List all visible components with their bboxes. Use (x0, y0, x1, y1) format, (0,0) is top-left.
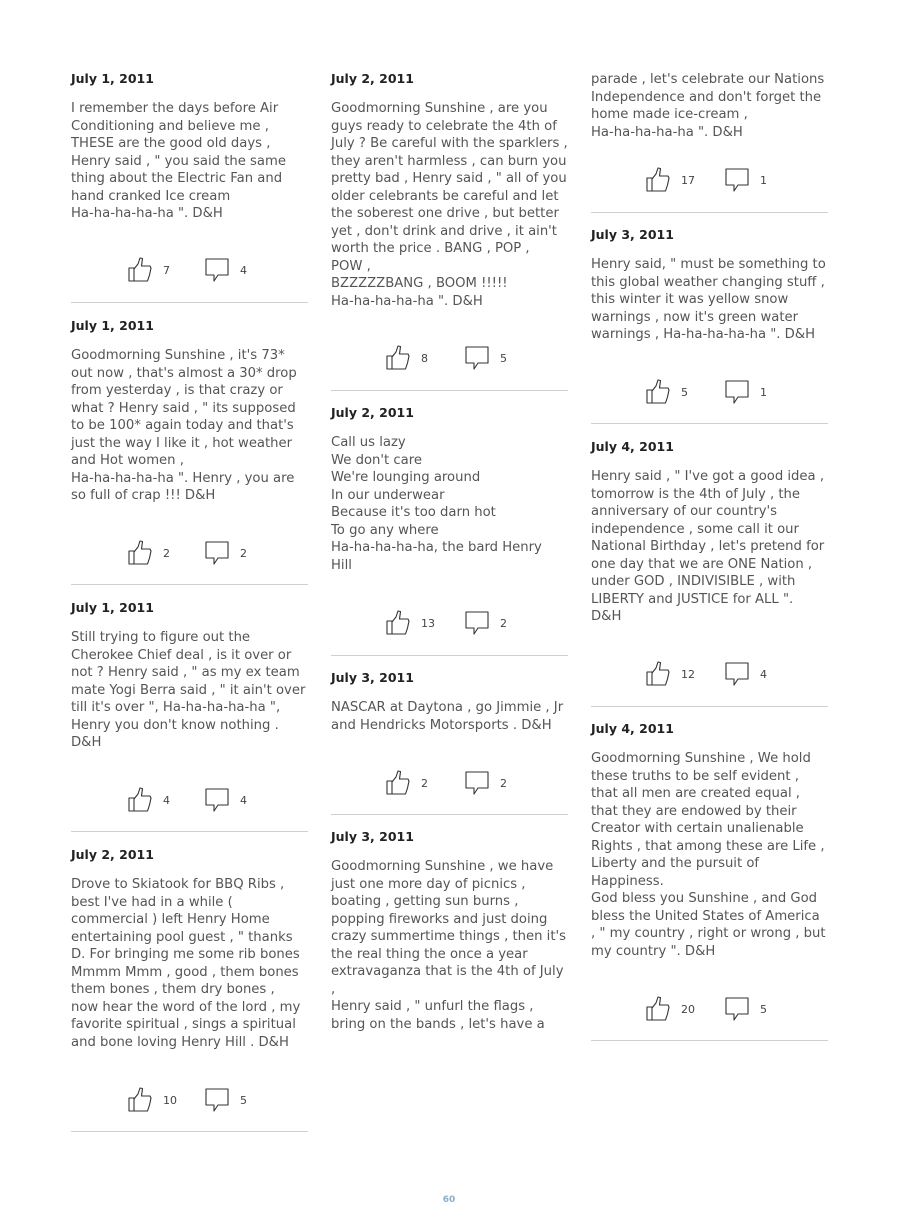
divider (591, 212, 828, 213)
divider (71, 584, 308, 585)
post-body: I remember the days before Air Conditioning and believe me , THESE are the good old days , Henry said , " you said the same thing about the Electric Fan and hand cranked Ice cream Ha-ha-ha-ha-ha ". D&H (71, 101, 286, 221)
speech-bubble-icon (204, 540, 230, 566)
post-body: Goodmorning Sunshine , we have just one more day of picnics , boating , getting sun burns , popping fireworks and just doing crazy summertime things , then it's the real thing the once a year extravaganza that is the 4th of July , Henry said , " unfurl the flags , bring on the bands , let's have a (331, 859, 567, 1032)
post-body: Goodmorning Sunshine , it's 73* out now , that's almost a 30* drop from yesterday , is that crazy or what ? Henry said , " its supposed to be 100* again today and that's just the way I like it , hot weather and Hot women , Ha-ha-ha-ha-ha ". Henry , you are so full of crap !!! D&H (71, 348, 297, 503)
comment-button[interactable] (204, 540, 247, 566)
divider (71, 1131, 308, 1132)
comment-count: 4 (240, 263, 247, 277)
thumbs-up-icon (127, 787, 153, 813)
post-date: July 1, 2011 (71, 318, 154, 333)
like-button[interactable] (127, 1087, 177, 1113)
like-count: 17 (681, 173, 695, 187)
comment-count: 2 (500, 776, 507, 790)
post-date: July 3, 2011 (331, 670, 414, 685)
comment-count: 5 (760, 1002, 767, 1016)
post-body: Goodmorning Sunshine , We hold these truths to be self evident , that all men are created equal , that they are endowed by their Creator with certain unalienable Rights , that among these are Life , Liberty and the pursuit of Happiness. God bless you Sunshine , and God bless the United States of America , " my country , right or wrong , but my country ". D&H (591, 751, 826, 959)
post-date: July 2, 2011 (331, 71, 414, 86)
like-count: 8 (421, 351, 428, 365)
like-count: 20 (681, 1002, 695, 1016)
comment-count: 1 (760, 173, 767, 187)
comment-button[interactable] (464, 610, 507, 636)
comment-button[interactable] (204, 257, 247, 283)
comment-button[interactable] (724, 996, 767, 1022)
like-count: 5 (681, 385, 688, 399)
comment-count: 5 (240, 1093, 247, 1107)
thumbs-up-icon (645, 167, 671, 193)
like-button[interactable] (385, 610, 435, 636)
like-button[interactable] (645, 661, 695, 687)
like-button[interactable] (127, 540, 170, 566)
thumbs-up-icon (385, 610, 411, 636)
comment-button[interactable] (464, 770, 507, 796)
like-count: 10 (163, 1093, 177, 1107)
comment-count: 4 (760, 667, 767, 681)
thumbs-up-icon (127, 1087, 153, 1113)
post-date: July 2, 2011 (71, 847, 154, 862)
post-body: Henry said, " must be something to this global weather changing stuff , this winter it was yellow snow warnings , now it's green water warnings , Ha-ha-ha-ha-ha ". D&H (591, 257, 826, 342)
post-date: July 1, 2011 (71, 71, 154, 86)
post-body: Drove to Skiatook for BBQ Ribs , best I've had in a while ( commercial ) left Henry Home entertaining pool guest , " thanks D. For bringing me some rib bones Mmmm Mmm , good , them bones them bones , them dry bones , now hear the word of the lord , my favorite spiritual , sings a spiritual and bone loving Henry Hill . D&H (71, 877, 301, 1050)
thumbs-up-icon (127, 540, 153, 566)
post-body: Still trying to figure out the Cherokee Chief deal , is it over or not ? Henry said , " as my ex team mate Yogi Berra said , " it ain't over till it's over ", Ha-ha-ha-ha-ha ", Henry you don't know nothing . D&H (71, 630, 306, 750)
divider (591, 1040, 828, 1041)
divider (591, 706, 828, 707)
comment-button[interactable] (464, 345, 507, 371)
divider (591, 423, 828, 424)
like-count: 4 (163, 793, 170, 807)
comment-button[interactable] (204, 1087, 247, 1113)
divider (71, 831, 308, 832)
comment-count: 1 (760, 385, 767, 399)
page-number: 60 (442, 1195, 456, 1205)
divider (71, 302, 308, 303)
speech-bubble-icon (204, 787, 230, 813)
comment-count: 5 (500, 351, 507, 365)
divider (331, 814, 568, 815)
comment-count: 4 (240, 793, 247, 807)
comment-button[interactable] (724, 379, 767, 405)
like-button[interactable] (127, 257, 170, 283)
thumbs-up-icon (645, 661, 671, 687)
speech-bubble-icon (724, 661, 750, 687)
thumbs-up-icon (645, 379, 671, 405)
post-body: Goodmorning Sunshine , are you guys ready to celebrate the 4th of July ? Be careful with the sparklers , they aren't harmless , can burn you pretty bad , Henry said , " all of you older celebrants be careful and let the soberest one drive , but better yet , don't drink and drive , it ain't worth the price . BANG , POP , POW , BZZZZZBANG , BOOM !!!!! Ha-ha-ha-ha-ha ". D&H (331, 101, 568, 309)
post-date: July 3, 2011 (591, 227, 674, 242)
speech-bubble-icon (204, 257, 230, 283)
comment-button[interactable] (724, 661, 767, 687)
like-button[interactable] (385, 770, 428, 796)
speech-bubble-icon (724, 167, 750, 193)
like-button[interactable] (385, 345, 428, 371)
speech-bubble-icon (204, 1087, 230, 1113)
post-body: NASCAR at Daytona , go Jimmie , Jr and Hendricks Motorsports . D&H (331, 700, 564, 733)
like-button[interactable] (127, 787, 170, 813)
post-date: July 2, 2011 (331, 405, 414, 420)
post-date: July 4, 2011 (591, 721, 674, 736)
post-body: Henry said , " I've got a good idea , tomorrow is the 4th of July , the anniversary of our country's independence , some call it our National Birthday , let's pretend for one day that we are ONE Nation , under GOD , INDIVISIBLE , with LIBERTY and JUSTICE for ALL ". D&H (591, 469, 825, 624)
divider (331, 655, 568, 656)
post-date: July 4, 2011 (591, 439, 674, 454)
thumbs-up-icon (127, 257, 153, 283)
thumbs-up-icon (645, 996, 671, 1022)
speech-bubble-icon (464, 345, 490, 371)
like-count: 13 (421, 616, 435, 630)
like-count: 7 (163, 263, 170, 277)
speech-bubble-icon (724, 379, 750, 405)
divider (331, 390, 568, 391)
speech-bubble-icon (724, 996, 750, 1022)
like-button[interactable] (645, 167, 695, 193)
thumbs-up-icon (385, 345, 411, 371)
like-button[interactable] (645, 996, 695, 1022)
comment-button[interactable] (204, 787, 247, 813)
thumbs-up-icon (385, 770, 411, 796)
comment-button[interactable] (724, 167, 767, 193)
speech-bubble-icon (464, 770, 490, 796)
post-date: July 3, 2011 (331, 829, 414, 844)
speech-bubble-icon (464, 610, 490, 636)
like-button[interactable] (645, 379, 688, 405)
comment-count: 2 (240, 546, 247, 560)
like-count: 12 (681, 667, 695, 681)
like-count: 2 (421, 776, 428, 790)
post-body: Call us lazy We don't care We're lounging around In our underwear Because it's too darn hot To go any where Ha-ha-ha-ha-ha, the bard Henry Hill (331, 435, 542, 573)
comment-count: 2 (500, 616, 507, 630)
like-count: 2 (163, 546, 170, 560)
post-body: parade , let's celebrate our Nations Independence and don't forget the home made ice-cream , Ha-ha-ha-ha-ha ". D&H (591, 72, 825, 140)
post-date: July 1, 2011 (71, 600, 154, 615)
